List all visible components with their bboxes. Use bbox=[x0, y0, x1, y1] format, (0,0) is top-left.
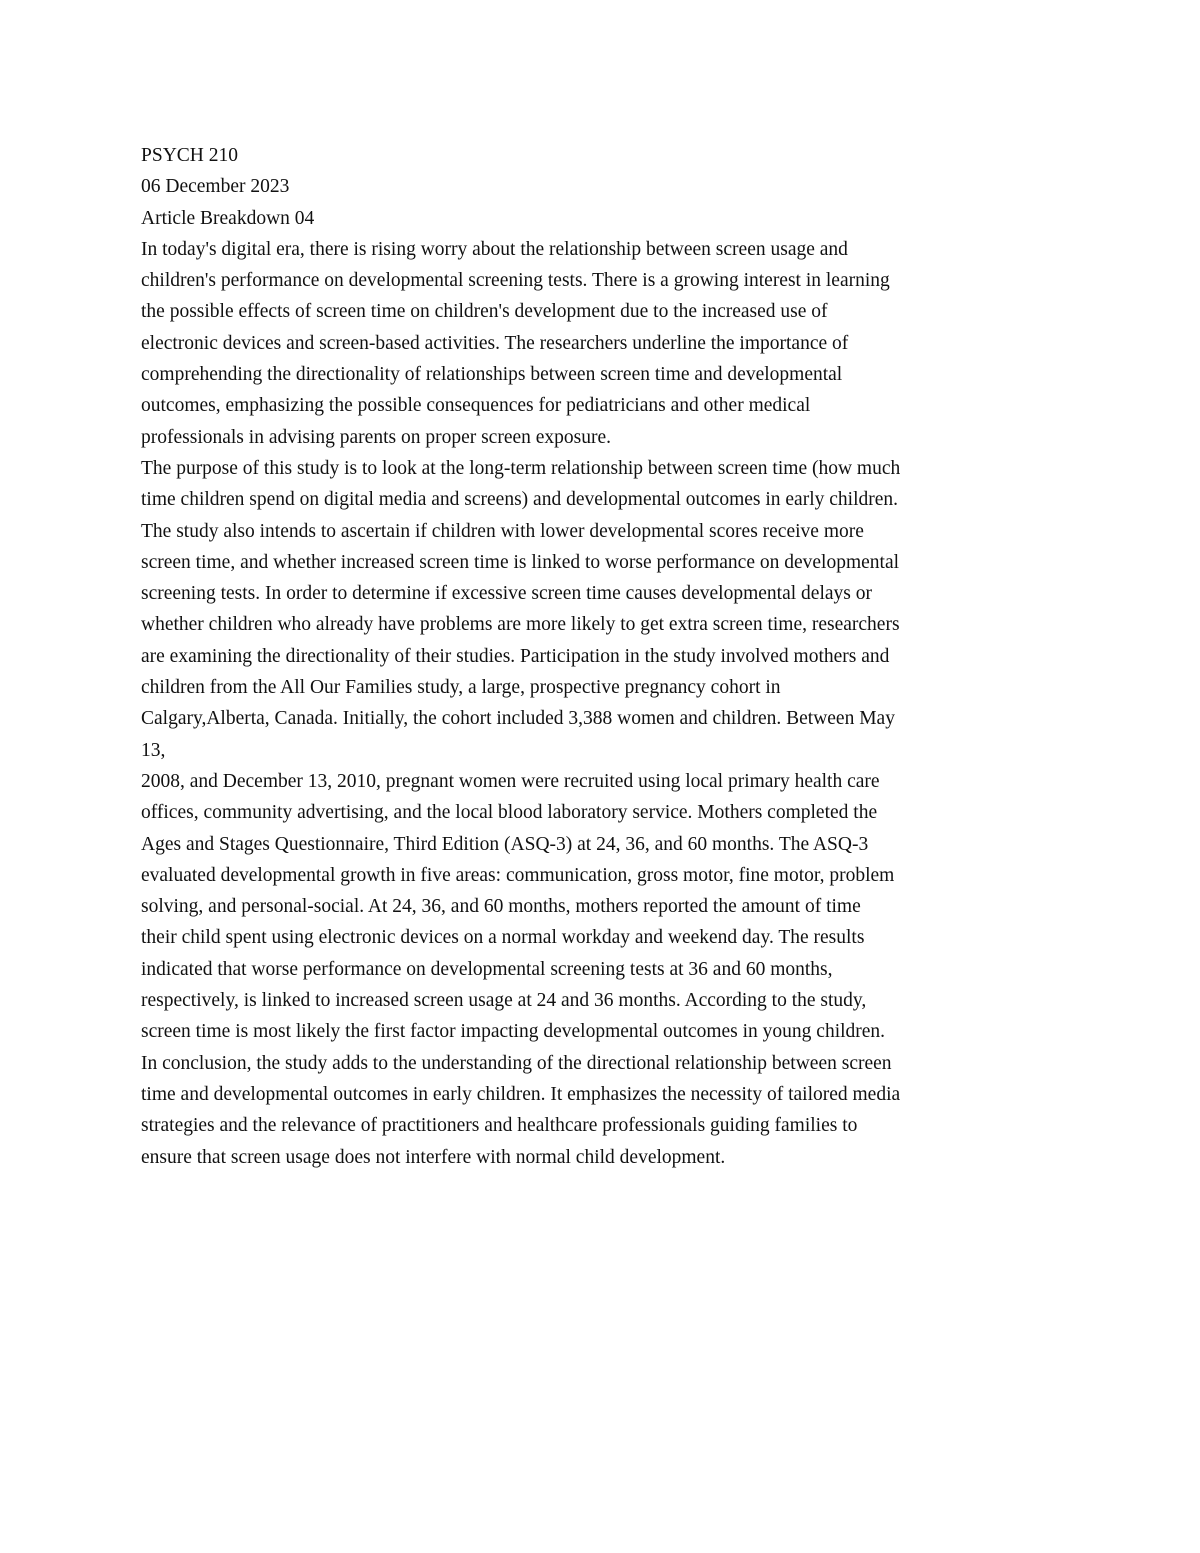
course-code: PSYCH 210 bbox=[141, 145, 238, 166]
text-line: electronic devices and screen-based activities. The researchers underline the importance of bbox=[141, 332, 849, 354]
text-line: the possible effects of screen time on children's development due to the increased use of bbox=[141, 301, 828, 323]
text-line: In today's digital era, there is rising worry about the relationship between screen usage and bbox=[141, 238, 848, 260]
text-line: The purpose of this study is to look at the long-term relationship between screen time (how much bbox=[141, 457, 901, 479]
text-line: comprehending the directionality of relationships between screen time and developmental bbox=[141, 364, 843, 386]
text-line: evaluated developmental growth in five areas: communication, gross motor, fine motor, problem bbox=[141, 864, 895, 886]
text-line: time children spend on digital media and screens) and developmental outcomes in early children. bbox=[141, 489, 899, 511]
document-body bbox=[141, 140, 1066, 1173]
text-line: time and developmental outcomes in early children. It emphasizes the necessity of tailored media bbox=[141, 1083, 901, 1105]
text-line: children's performance on developmental screening tests. There is a growing interest in learning bbox=[141, 270, 890, 292]
text-line: professionals in advising parents on proper screen exposure. bbox=[141, 426, 612, 448]
text-line: are examining the directionality of their studies. Participation in the study involved mothers and bbox=[141, 645, 890, 667]
text-line: solving, and personal-social. At 24, 36, and 60 months, mothers reported the amount of time bbox=[141, 896, 861, 918]
text-line: outcomes, emphasizing the possible consequences for pediatricians and other medical bbox=[141, 395, 811, 417]
text-line: The study also intends to ascertain if children with lower developmental scores receive more bbox=[141, 520, 864, 542]
text-line: screening tests. In order to determine if excessive screen time causes developmental delays or bbox=[141, 583, 872, 605]
text-line: 13, bbox=[141, 739, 166, 761]
text-line: In conclusion, the study adds to the understanding of the directional relationship between screen bbox=[141, 1052, 892, 1074]
text-line: 2008, and December 13, 2010, pregnant women were recruited using local primary health care bbox=[141, 770, 880, 792]
text-line: strategies and the relevance of practitioners and healthcare professionals guiding families to bbox=[141, 1115, 858, 1137]
document-date: 06 December 2023 bbox=[141, 176, 290, 198]
text-line: ensure that screen usage does not interfere with normal child development. bbox=[141, 1146, 726, 1168]
text-line: whether children who already have problems are more likely to get extra screen time, researchers bbox=[141, 614, 900, 636]
document-title: Article Breakdown 04 bbox=[141, 207, 315, 229]
text-line: screen time, and whether increased screen time is linked to worse performance on developmental bbox=[141, 551, 900, 573]
text-line: screen time is most likely the first factor impacting developmental outcomes in young children. bbox=[141, 1021, 886, 1043]
text-line: respectively, is linked to increased screen usage at 24 and 36 months. According to the study, bbox=[141, 990, 867, 1012]
text-line: Calgary,Alberta, Canada. Initially, the cohort included 3,388 women and children. Between May bbox=[141, 708, 895, 730]
text-line: children from the All Our Families study, a large, prospective pregnancy cohort in bbox=[141, 677, 781, 699]
text-line: Ages and Stages Questionnaire, Third Edition (ASQ-3) at 24, 36, and 60 months. The ASQ-3 bbox=[141, 833, 869, 855]
text-line: their child spent using electronic devices on a normal workday and weekend day. The results bbox=[141, 927, 865, 949]
text-line: indicated that worse performance on developmental screening tests at 36 and 60 months, bbox=[141, 958, 833, 980]
text-line: offices, community advertising, and the local blood laboratory service. Mothers completed the bbox=[141, 802, 878, 824]
